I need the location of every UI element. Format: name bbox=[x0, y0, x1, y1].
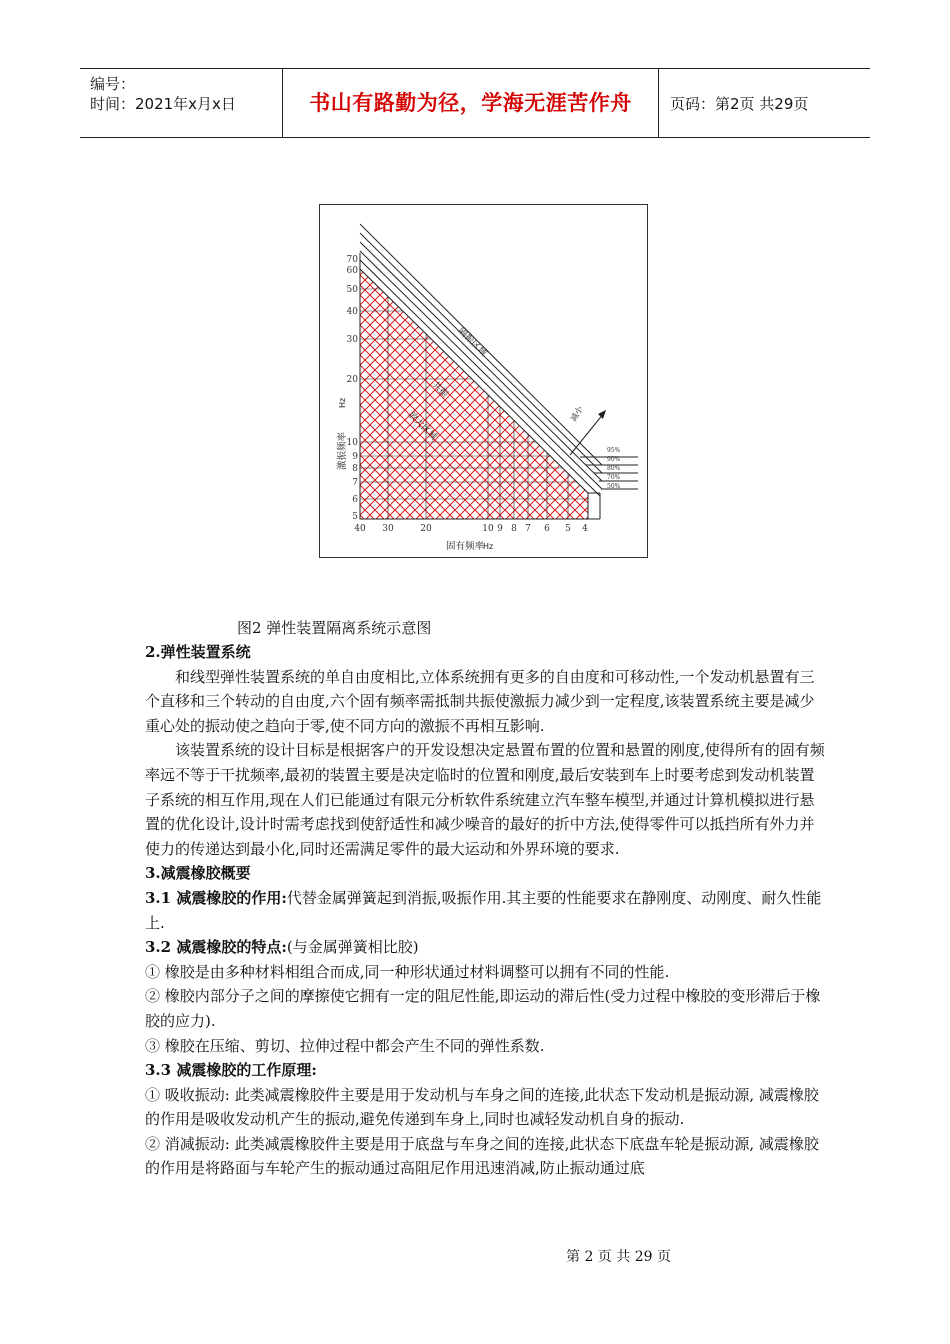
page-header bbox=[80, 68, 870, 138]
percent-label: 95% bbox=[607, 447, 621, 454]
y-tick-label: 9 bbox=[352, 452, 358, 462]
x-tick-label: 20 bbox=[420, 524, 432, 534]
y-tick-label: 10 bbox=[346, 438, 358, 448]
y-axis-unit: Hz bbox=[338, 397, 347, 408]
x-tick-label: 30 bbox=[382, 524, 394, 534]
x-tick-label: 40 bbox=[354, 524, 366, 534]
header-info-cell bbox=[80, 69, 283, 137]
x-axis-unit: Hz bbox=[483, 542, 494, 551]
page-label: 页码：第2页 共29页 bbox=[670, 95, 809, 113]
y-tick-label: 30 bbox=[346, 335, 358, 345]
percent-label: 90% bbox=[607, 456, 621, 463]
motto: 书山有路勤为径，学海无涯苦作舟 bbox=[283, 69, 659, 137]
page-footer: 第 2 页 共 29 页 bbox=[566, 1249, 671, 1265]
amplification-region-label: 放大区域 bbox=[405, 410, 439, 443]
x-tick-label: 4 bbox=[582, 524, 588, 534]
percent-label: 50% bbox=[607, 483, 621, 490]
isolation-diagram-svg bbox=[320, 205, 647, 557]
y-tick-label: 8 bbox=[352, 464, 358, 474]
section-3-2-item-1: ① 橡胶是由多种材料相组合而成,同一种形状通过材料调整可以拥有不同的性能. bbox=[145, 962, 670, 981]
y-tick-label: 50 bbox=[346, 285, 358, 295]
figure-caption: 图2 弹性装置隔离系统示意图 bbox=[237, 619, 432, 637]
x-tick-label: 5 bbox=[565, 524, 571, 534]
number-label: 编号： bbox=[90, 75, 136, 93]
section-3-2-title: 3.2 减震橡胶的特点: bbox=[145, 938, 287, 957]
section-3-1-text: 代替金属弹簧起到消振,吸振作用.其主要的性能要求在静刚度、动刚度、耐久性能上. bbox=[145, 888, 822, 932]
x-tick-label: 8 bbox=[511, 524, 517, 534]
section-3-2-note: (与金属弹簧相比胶) bbox=[286, 938, 419, 957]
section-3-1-title: 3.1 减震橡胶的作用: bbox=[145, 888, 287, 907]
section-3-3-item-1: ① 吸收振动: 此类减震橡胶件主要是用于发动机与车身之间的连接,此状态下发动机是振动源, 减震橡胶的作用是吸收发动机产生的振动,避免传递到车身上,同时也减轻发动机自身的振动. bbox=[145, 1085, 819, 1129]
isolation-diagram bbox=[319, 204, 648, 558]
reduce-arrow-label: 减小 bbox=[568, 404, 585, 423]
amplification-region bbox=[360, 269, 588, 519]
section-3-3-title: 3.3 减震橡胶的工作原理: bbox=[145, 1061, 317, 1080]
section-3-2 bbox=[145, 935, 825, 960]
percent-label: 80% bbox=[607, 465, 621, 472]
resonance-label: 共振 bbox=[429, 380, 450, 400]
x-axis-title: 固有频率 bbox=[446, 541, 485, 552]
section-3-2-item-3: ③ 橡胶在压缩、剪切、拉伸过程中都会产生不同的弹性系数. bbox=[145, 1036, 545, 1055]
y-axis-title: 激振频率 bbox=[337, 431, 348, 470]
percent-label: 70% bbox=[607, 474, 621, 481]
isolation-region-label: 隔振区域 bbox=[455, 326, 489, 359]
y-tick-label: 7 bbox=[352, 478, 358, 488]
y-tick-label: 40 bbox=[346, 307, 358, 317]
x-tick-label: 10 bbox=[482, 524, 494, 534]
date-label: 时间：2021年x月x日 bbox=[90, 95, 236, 113]
section-2-paragraph-1: 和线型弹性装置系统的单自由度相比,立体系统拥有更多的自由度和可移动性,一个发动机悬置有三个直移和三个转动的自由度,六个固有频率需抵制共振使激振力减少到一定程度,该装置系统主要是减少重心处的振动使之趋向于零,使不同方向的激振不再相互影响. bbox=[145, 667, 815, 735]
section-2-title: 2.弹性装置系统 bbox=[145, 643, 251, 661]
section-3-1 bbox=[145, 886, 825, 935]
x-tick-label: 6 bbox=[544, 524, 550, 534]
x-tick-label: 7 bbox=[525, 524, 531, 534]
y-tick-label: 5 bbox=[352, 512, 358, 522]
document-body bbox=[145, 640, 825, 1181]
section-2-paragraph-2: 该装置系统的设计目标是根据客户的开发设想决定悬置布置的位置和悬置的刚度,使得所有的固有频率远不等于干扰频率,最初的装置主要是决定临时的位置和刚度,最后安装到车上时要考虑到发动机装置子系统的相互作用,现在人们已能通过有限元分析软件系统建立汽车整车模型,并通过计算机模拟进行悬置的优化设计,设计时需考虑找到使舒适性和减少噪音的最好的折中方法,使得零件可以抵挡所有外力并使力的传递达到最小化,同时还需满足零件的最大运动和外界环境的要求. bbox=[145, 741, 825, 858]
y-tick-label: 20 bbox=[346, 375, 358, 385]
section-3-2-item-2: ② 橡胶内部分子之间的摩擦使它拥有一定的阻尼性能,即运动的滞后性(受力过程中橡胶的变形滞后于橡胶的应力). bbox=[145, 987, 821, 1030]
y-tick-label: 70 bbox=[346, 255, 358, 265]
y-tick-label: 60 bbox=[346, 266, 358, 276]
section-3-3-item-2: ② 消减振动: 此类减震橡胶件主要是用于底盘与车身之间的连接,此状态下底盘车轮是振动源, 减震橡胶的作用是将路面与车轮产生的振动通过高阻尼作用迅速消减,防止振动通过底 bbox=[145, 1134, 819, 1178]
section-3-title: 3.减震橡胶概要 bbox=[145, 864, 251, 883]
y-tick-label: 6 bbox=[352, 495, 358, 505]
x-tick-label: 9 bbox=[497, 524, 503, 534]
